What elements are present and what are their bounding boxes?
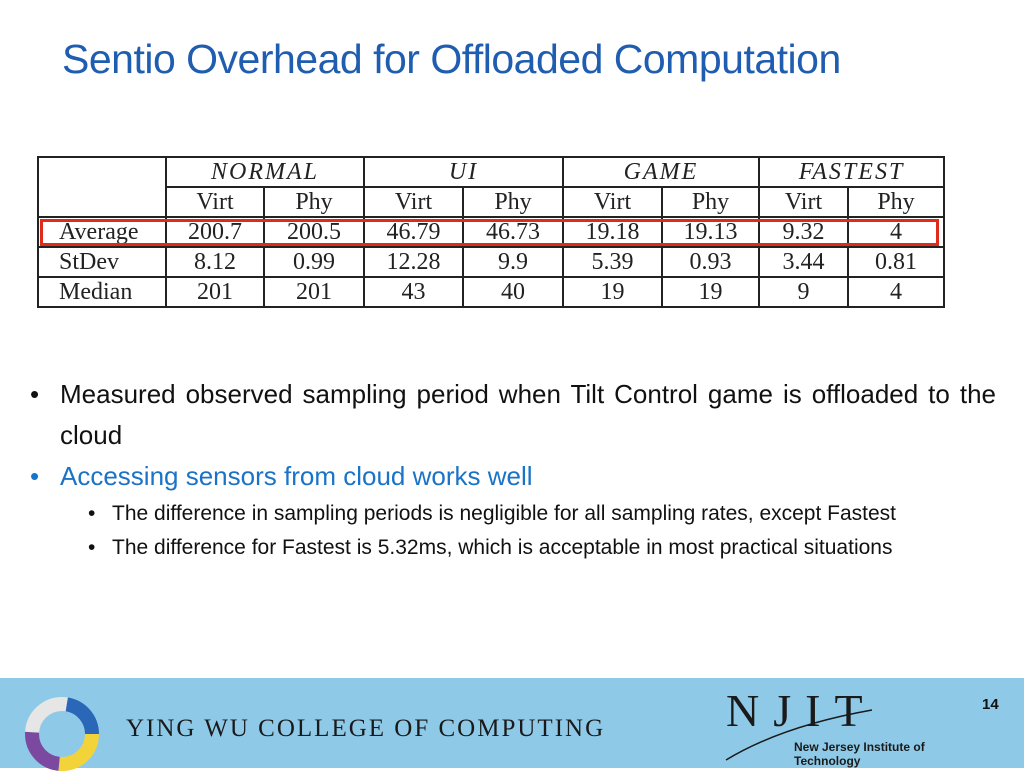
- sub-bullet-text: The difference in sampling periods is negligible for all sampling rates, except Fastest: [112, 502, 897, 525]
- table-cell: 46.73: [463, 217, 563, 247]
- subheader-cell: Phy: [463, 187, 563, 217]
- table-cell: 200.5: [264, 217, 364, 247]
- results-table-container: [37, 156, 945, 308]
- table-cell: 9.9: [463, 247, 563, 277]
- table-cell: 19.18: [563, 217, 662, 247]
- table-cell: 4: [848, 217, 944, 247]
- table-row-median: [38, 277, 944, 307]
- subheader-cell: Phy: [848, 187, 944, 217]
- group-header-fastest: FASTEST: [759, 157, 944, 187]
- college-ring-logo: [20, 692, 104, 776]
- table-cell: 40: [463, 277, 563, 307]
- table-subheader-row: [38, 187, 944, 217]
- subheader-cell: Virt: [563, 187, 662, 217]
- group-header-game: GAME: [563, 157, 759, 187]
- group-header-ui: UI: [364, 157, 563, 187]
- table-cell: 5.39: [563, 247, 662, 277]
- college-name: YING WU COLLEGE OF COMPUTING: [126, 715, 606, 742]
- table-corner-cell: [38, 157, 166, 217]
- results-table: [37, 156, 945, 308]
- sub-bullet-text: The difference for Fastest is 5.32ms, which is acceptable in most practical situations: [112, 536, 893, 559]
- subheader-cell: Phy: [662, 187, 759, 217]
- slide-title: Sentio Overhead for Offloaded Computation: [62, 36, 841, 82]
- njit-logo: [722, 686, 992, 766]
- footer-bar: [0, 678, 1024, 768]
- table-cell: 4: [848, 277, 944, 307]
- table-cell: 0.93: [662, 247, 759, 277]
- njit-full-name: New Jersey Institute of Technology: [794, 740, 925, 768]
- table-row-average: [38, 217, 944, 247]
- bullet-item: [28, 374, 996, 456]
- table-cell: 9.32: [759, 217, 848, 247]
- bullet-item-highlight: [28, 456, 996, 565]
- table-row-stdev: [38, 247, 944, 277]
- njit-wordmark: NJIT: [726, 685, 877, 736]
- row-label: Average: [38, 217, 166, 247]
- table-cell: 9: [759, 277, 848, 307]
- subheader-cell: Virt: [759, 187, 848, 217]
- table-cell: 19.13: [662, 217, 759, 247]
- table-cell: 46.79: [364, 217, 463, 247]
- table-cell: 43: [364, 277, 463, 307]
- table-cell: 3.44: [759, 247, 848, 277]
- table-cell: 8.12: [166, 247, 264, 277]
- subheader-cell: Phy: [264, 187, 364, 217]
- table-cell: 201: [166, 277, 264, 307]
- subheader-cell: Virt: [166, 187, 264, 217]
- table-cell: 200.7: [166, 217, 264, 247]
- bullet-text: Accessing sensors from cloud works well: [60, 461, 533, 491]
- table-cell: 19: [563, 277, 662, 307]
- table-cell: 19: [662, 277, 759, 307]
- table-group-header-row: [38, 157, 944, 187]
- row-label: StDev: [38, 247, 166, 277]
- row-label: Median: [38, 277, 166, 307]
- bullet-text: Measured observed sampling period when Tilt Control game is offloaded to the cloud: [60, 379, 996, 450]
- page-number: 14: [982, 696, 999, 713]
- bullet-list: [28, 374, 996, 565]
- sub-bullet-list: [60, 497, 996, 565]
- group-header-normal: NORMAL: [166, 157, 364, 187]
- table-cell: 0.99: [264, 247, 364, 277]
- table-cell: 12.28: [364, 247, 463, 277]
- table-cell: 201: [264, 277, 364, 307]
- table-cell: 0.81: [848, 247, 944, 277]
- sub-bullet-item: [62, 531, 996, 565]
- subheader-cell: Virt: [364, 187, 463, 217]
- sub-bullet-item: [62, 497, 996, 531]
